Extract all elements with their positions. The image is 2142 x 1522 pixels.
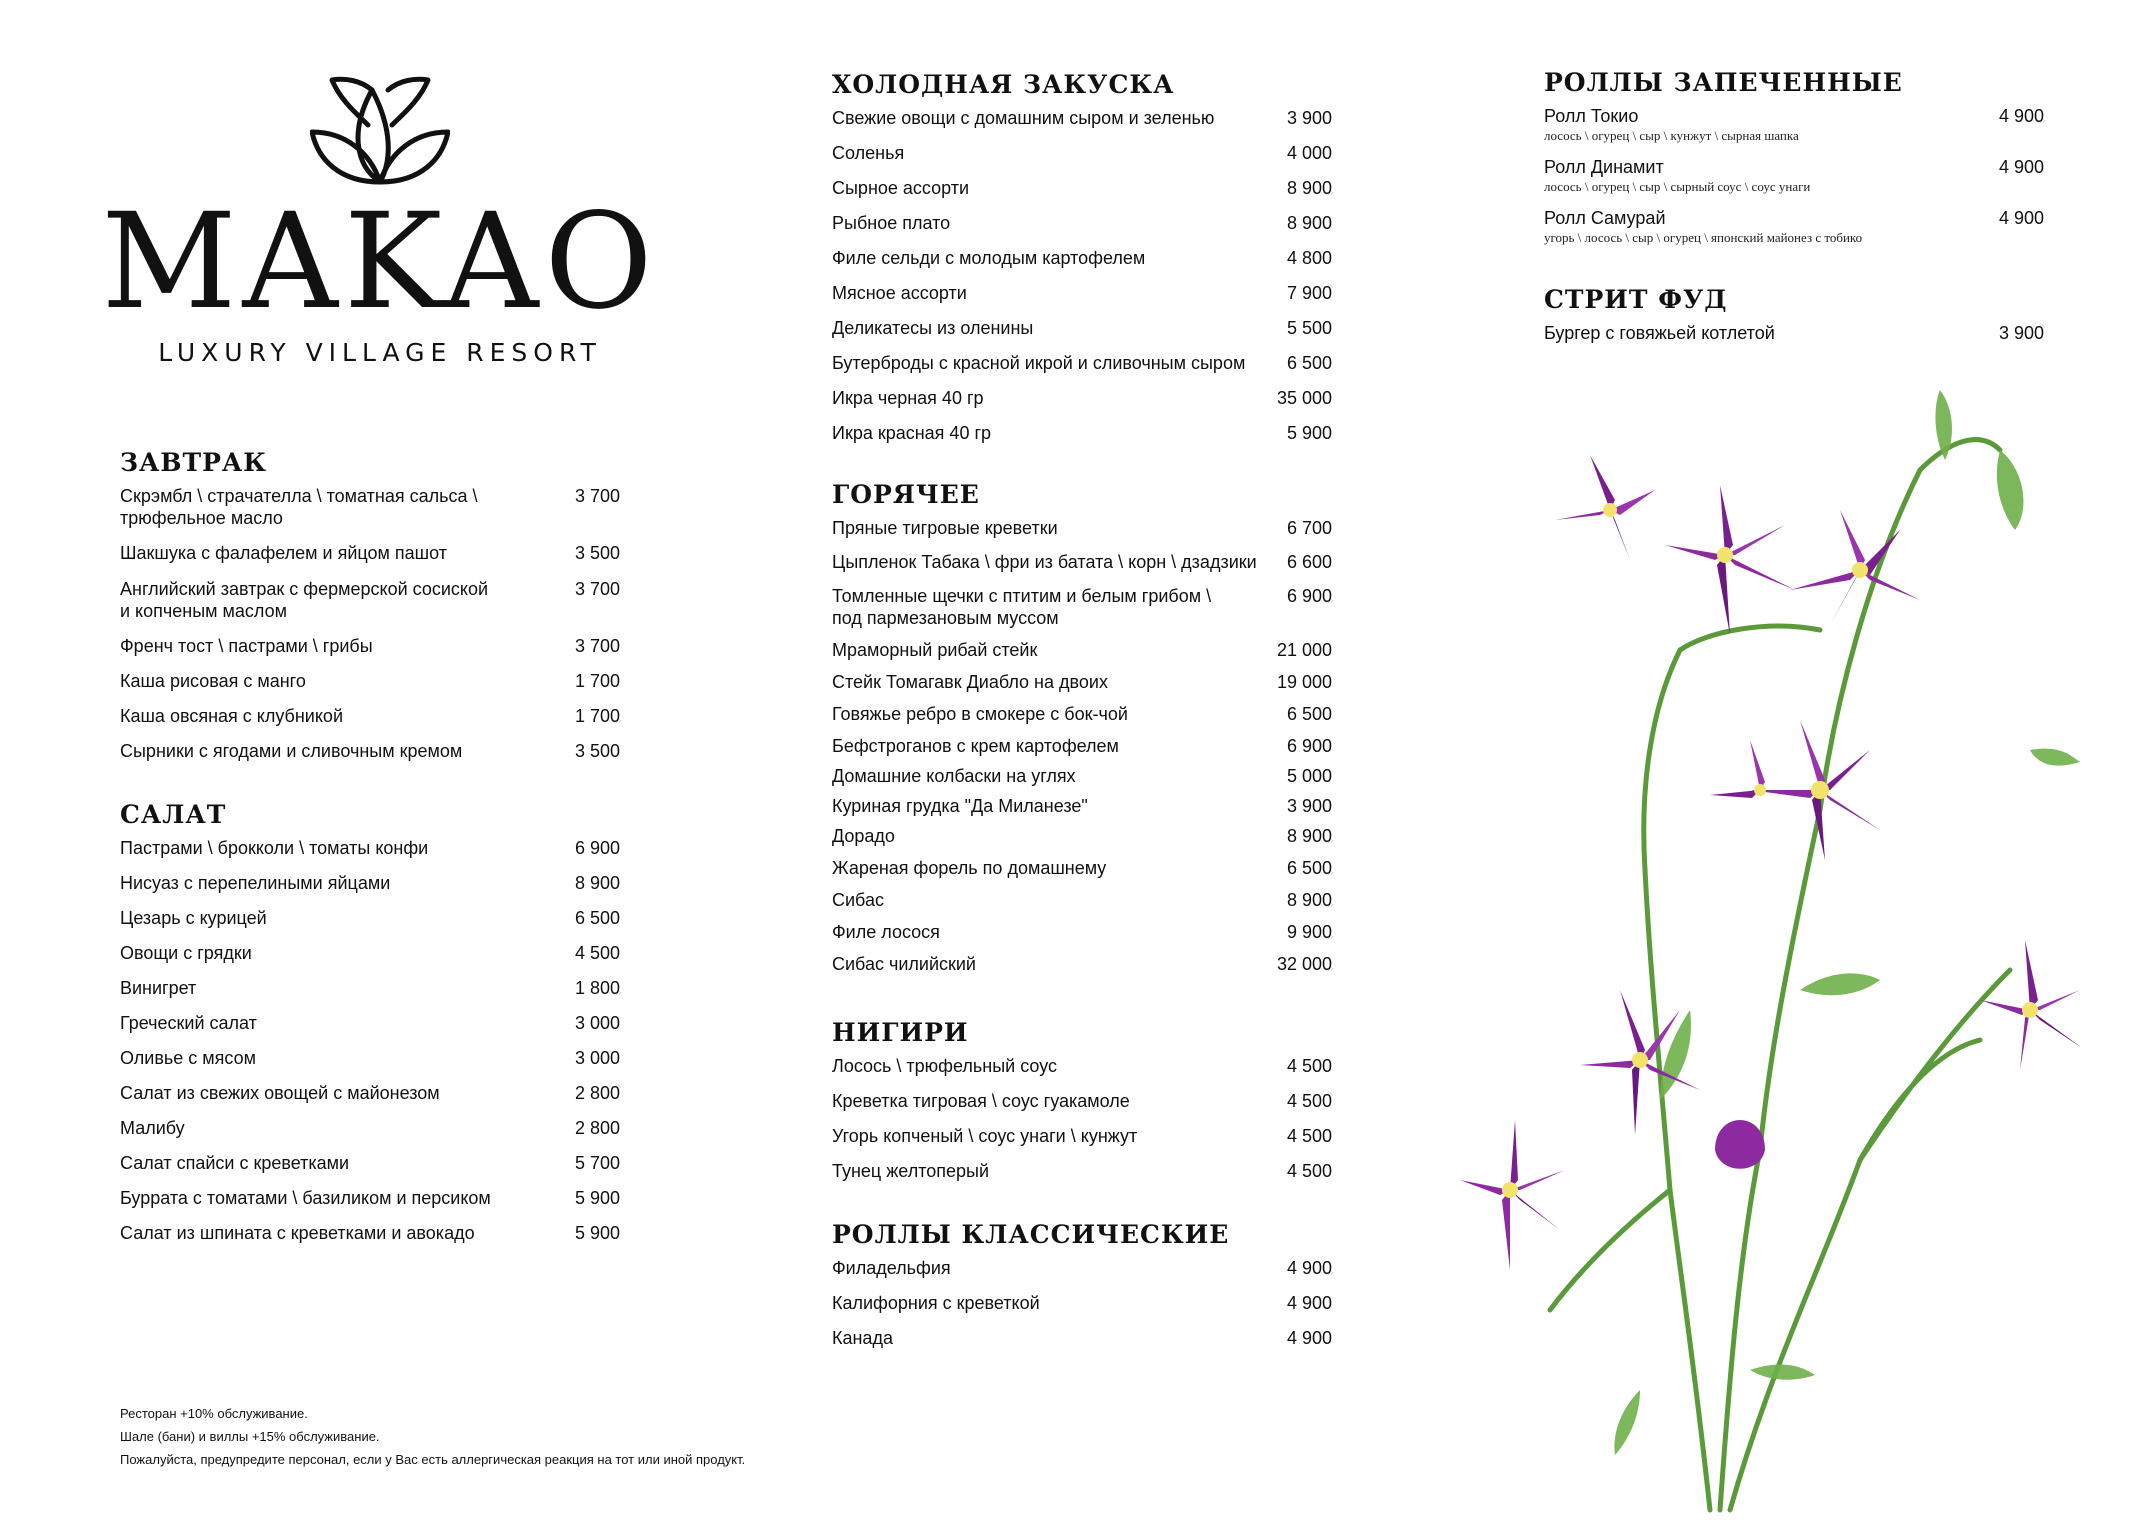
menu-item bbox=[120, 942, 620, 964]
item-name: Цезарь с курицей bbox=[120, 908, 267, 928]
item-name: Салат спайси с креветками bbox=[120, 1153, 350, 1173]
item-price: 5 000 bbox=[1286, 766, 1332, 786]
item-name: Сырное ассорти bbox=[832, 178, 970, 198]
menu-item bbox=[832, 1327, 1332, 1349]
item-price: 8 900 bbox=[1286, 890, 1332, 910]
menu-item bbox=[120, 542, 620, 564]
item-name: Дорадо bbox=[832, 826, 895, 846]
menu-item bbox=[832, 247, 1332, 269]
item-name: Лосось \ трюфельный соус bbox=[832, 1056, 1058, 1076]
item-price: 2 800 bbox=[574, 1118, 620, 1138]
item-description: лосось \ огурец \ сыр \ кунжут \ сырная шапка bbox=[1544, 128, 1799, 143]
item-price: 4 000 bbox=[1286, 143, 1332, 163]
item-price: 3 900 bbox=[1998, 323, 2044, 343]
item-name: Угорь копченый \ соус унаги \ кунжут bbox=[832, 1126, 1138, 1146]
item-name: Пряные тигровые креветки bbox=[832, 518, 1058, 538]
item-price: 21 000 bbox=[1276, 640, 1332, 660]
item-name: Каша овсяная с клубникой bbox=[120, 706, 343, 726]
menu-item bbox=[832, 735, 1332, 757]
note-line: Пожалуйста, предупредите персонал, если у Вас есть аллергическая реакция на тот или иной продукт. bbox=[120, 1452, 746, 1467]
menu-item bbox=[120, 705, 620, 727]
item-price: 3 500 bbox=[574, 741, 620, 761]
item-name: Домашние колбаски на углях bbox=[832, 766, 1076, 786]
item-price: 4 900 bbox=[1998, 157, 2044, 177]
item-price: 6 900 bbox=[1286, 586, 1332, 606]
item-price: 8 900 bbox=[574, 873, 620, 893]
section-hot bbox=[832, 480, 1332, 975]
item-description: угорь \ лосось \ сыр \ огурец \ японский майонез с тобико bbox=[1544, 230, 1863, 245]
item-description: лосось \ огурец \ сыр \ сырный соус \ соус унаги bbox=[1544, 179, 1811, 194]
menu-item bbox=[832, 177, 1332, 199]
item-price: 1 700 bbox=[574, 706, 620, 726]
menu-item bbox=[832, 1055, 1332, 1077]
menu-item bbox=[120, 578, 620, 622]
item-price: 1 800 bbox=[574, 978, 620, 998]
section-salad bbox=[120, 800, 620, 1244]
menu-item bbox=[1544, 207, 2044, 246]
menu-item bbox=[1544, 156, 2044, 195]
item-name: Куриная грудка "Да Миланезе" bbox=[832, 796, 1088, 816]
item-name: Английский завтрак с фермерской сосиской и копченым маслом bbox=[120, 579, 489, 621]
item-name: Мясное ассорти bbox=[832, 283, 967, 303]
menu-item bbox=[120, 907, 620, 929]
menu-item bbox=[832, 422, 1332, 444]
section-nigiri bbox=[832, 1018, 1332, 1182]
item-name: Сырники с ягодами и сливочным кремом bbox=[120, 741, 463, 761]
item-price: 4 900 bbox=[1286, 1328, 1332, 1348]
menu-item bbox=[832, 551, 1332, 573]
item-price: 3 900 bbox=[1286, 796, 1332, 816]
item-name: Сибас чилийский bbox=[832, 954, 976, 974]
item-price: 4 900 bbox=[1998, 208, 2044, 228]
item-price: 6 500 bbox=[1286, 704, 1332, 724]
item-price: 4 900 bbox=[1998, 106, 2044, 126]
item-name: Буррата с томатами \ базиликом и персиком bbox=[120, 1188, 491, 1208]
menu-item bbox=[832, 1160, 1332, 1182]
lotus-icon bbox=[310, 70, 450, 190]
section-title: ХОЛОДНАЯ ЗАКУСКА bbox=[832, 70, 1175, 99]
item-name: Икра черная 40 гр bbox=[832, 388, 984, 408]
item-name: Шакшука с фалафелем и яйцом пашот bbox=[120, 543, 447, 563]
menu-item bbox=[832, 921, 1332, 943]
item-name: Свежие овощи с домашним сыром и зеленью bbox=[832, 108, 1215, 128]
item-name: Бутерброды с красной икрой и сливочным сыром bbox=[832, 353, 1246, 373]
section-baked-rolls bbox=[1544, 68, 2044, 246]
menu-item bbox=[832, 765, 1332, 787]
menu-item bbox=[832, 352, 1332, 374]
item-price: 4 500 bbox=[1286, 1056, 1332, 1076]
menu-item bbox=[120, 872, 620, 894]
item-price: 35 000 bbox=[1276, 388, 1332, 408]
item-name: Винигрет bbox=[120, 978, 197, 998]
item-price: 7 900 bbox=[1286, 283, 1332, 303]
menu-item bbox=[832, 953, 1332, 975]
item-price: 6 700 bbox=[1286, 518, 1332, 538]
menu-item bbox=[832, 1292, 1332, 1314]
menu-item bbox=[832, 142, 1332, 164]
menu-item bbox=[120, 1152, 620, 1174]
item-name: Сибас bbox=[832, 890, 884, 910]
item-name: Рыбное плато bbox=[832, 213, 951, 233]
item-name: Говяжье ребро в смокере с бок-чой bbox=[832, 704, 1128, 724]
menu-item bbox=[120, 670, 620, 692]
item-name: Томленные щечки с птитим и белым грибом \ под пармезановым муссом bbox=[832, 586, 1212, 628]
section-title: РОЛЛЫ КЛАССИЧЕСКИЕ bbox=[832, 1220, 1230, 1249]
item-name: Бефстроганов с крем картофелем bbox=[832, 736, 1119, 756]
section-street-food bbox=[1544, 285, 2044, 344]
item-price: 4 900 bbox=[1286, 1258, 1332, 1278]
item-name: Филе сельди с молодым картофелем bbox=[832, 248, 1146, 268]
flower-illustration bbox=[1440, 370, 2080, 1520]
item-price: 4 500 bbox=[1286, 1161, 1332, 1181]
item-price: 19 000 bbox=[1276, 672, 1332, 692]
item-name: Деликатесы из оленины bbox=[832, 318, 1034, 338]
menu-item bbox=[832, 282, 1332, 304]
item-price: 4 500 bbox=[1286, 1091, 1332, 1111]
section-title: СТРИТ ФУД bbox=[1544, 285, 1728, 314]
menu-item bbox=[832, 795, 1332, 817]
menu-item bbox=[120, 1117, 620, 1139]
item-name: Стейк Томагавк Диабло на двоих bbox=[832, 672, 1108, 692]
note-line: Шале (бани) и виллы +15% обслуживание. bbox=[120, 1429, 380, 1444]
brand-tagline: LUXURY VILLAGE RESORT bbox=[158, 338, 602, 367]
menu-item bbox=[832, 639, 1332, 661]
item-price: 32 000 bbox=[1276, 954, 1332, 974]
menu-item bbox=[832, 1125, 1332, 1147]
section-cold-appetizer bbox=[832, 70, 1332, 444]
item-price: 5 900 bbox=[1286, 423, 1332, 443]
item-price: 3 700 bbox=[574, 486, 620, 506]
item-price: 3 700 bbox=[574, 579, 620, 599]
item-name: Калифорния с креветкой bbox=[832, 1293, 1040, 1313]
brand-logo bbox=[100, 70, 660, 367]
item-name: Ролл Самурай bbox=[1544, 208, 1666, 228]
item-price: 6 500 bbox=[1286, 353, 1332, 373]
item-name: Скрэмбл \ страчателла \ томатная сальса \ трюфельное масло bbox=[120, 486, 478, 528]
section-title: ГОРЯЧЕЕ bbox=[832, 480, 980, 509]
item-price: 5 700 bbox=[574, 1153, 620, 1173]
item-name: Соленья bbox=[832, 143, 905, 163]
item-name: Бургер с говяжьей котлетой bbox=[1544, 323, 1775, 343]
menu-item bbox=[120, 1187, 620, 1209]
menu-item bbox=[120, 485, 620, 529]
menu-item bbox=[832, 1090, 1332, 1112]
menu-item bbox=[832, 1257, 1332, 1279]
menu-item bbox=[120, 1222, 620, 1244]
menu-item bbox=[832, 517, 1332, 539]
item-name: Оливье с мясом bbox=[120, 1048, 257, 1068]
flower-blossoms bbox=[1460, 455, 2080, 1270]
item-name: Салат из шпината с креветками и авокадо bbox=[120, 1223, 475, 1243]
menu-item bbox=[120, 1082, 620, 1104]
item-price: 6 500 bbox=[574, 908, 620, 928]
item-price: 5 900 bbox=[574, 1223, 620, 1243]
item-price: 8 900 bbox=[1286, 178, 1332, 198]
item-name: Овощи с грядки bbox=[120, 943, 252, 963]
item-name: Каша рисовая с манго bbox=[120, 671, 306, 691]
item-name: Пастрами \ брокколи \ томаты конфи bbox=[120, 838, 429, 858]
section-title: ЗАВТРАК bbox=[120, 448, 268, 477]
item-name: Тунец желтоперый bbox=[832, 1161, 990, 1181]
item-name: Цыпленок Табака \ фри из батата \ корн \ дзадзики bbox=[832, 552, 1257, 572]
item-price: 4 900 bbox=[1286, 1293, 1332, 1313]
item-price: 9 900 bbox=[1286, 922, 1332, 942]
item-price: 3 700 bbox=[574, 636, 620, 656]
item-price: 3 000 bbox=[574, 1013, 620, 1033]
item-price: 6 500 bbox=[1286, 858, 1332, 878]
item-name: Филадельфия bbox=[832, 1258, 951, 1278]
menu-item bbox=[120, 1047, 620, 1069]
brand-name: MAKAO bbox=[101, 185, 659, 339]
item-name: Жареная форель по домашнему bbox=[832, 858, 1107, 878]
menu-item bbox=[832, 317, 1332, 339]
item-price: 6 900 bbox=[574, 838, 620, 858]
section-classic-rolls bbox=[832, 1220, 1332, 1349]
item-price: 4 500 bbox=[1286, 1126, 1332, 1146]
item-price: 3 500 bbox=[574, 543, 620, 563]
item-price: 2 800 bbox=[574, 1083, 620, 1103]
menu-item bbox=[832, 889, 1332, 911]
item-price: 8 900 bbox=[1286, 213, 1332, 233]
item-price: 4 500 bbox=[574, 943, 620, 963]
menu-item bbox=[832, 387, 1332, 409]
menu-item bbox=[832, 671, 1332, 693]
menu-item bbox=[1544, 322, 2044, 344]
menu-item bbox=[832, 825, 1332, 847]
section-title: НИГИРИ bbox=[832, 1018, 969, 1047]
menu-item bbox=[120, 837, 620, 859]
item-price: 5 900 bbox=[574, 1188, 620, 1208]
item-price: 6 900 bbox=[1286, 736, 1332, 756]
item-price: 3 000 bbox=[574, 1048, 620, 1068]
item-name: Малибу bbox=[120, 1118, 185, 1138]
menu-item bbox=[120, 1012, 620, 1034]
item-name: Икра красная 40 гр bbox=[832, 423, 992, 443]
menu-item bbox=[832, 212, 1332, 234]
item-name: Ролл Токио bbox=[1544, 106, 1639, 126]
item-price: 4 800 bbox=[1286, 248, 1332, 268]
menu-item bbox=[1544, 105, 2044, 144]
item-name: Ролл Динамит bbox=[1544, 157, 1664, 177]
item-price: 6 600 bbox=[1286, 552, 1332, 572]
item-name: Канада bbox=[832, 1328, 893, 1348]
item-name: Креветка тигровая \ соус гуакамоле bbox=[832, 1091, 1130, 1111]
menu-item bbox=[120, 977, 620, 999]
menu-item bbox=[120, 635, 620, 657]
section-title: САЛАТ bbox=[120, 800, 227, 829]
menu-item bbox=[832, 857, 1332, 879]
item-name: Нисуаз с перепелиными яйцами bbox=[120, 873, 391, 893]
item-name: Френч тост \ пастрами \ грибы bbox=[120, 636, 373, 656]
menu-item bbox=[832, 585, 1332, 629]
menu-item bbox=[832, 703, 1332, 725]
item-name: Мраморный рибай стейк bbox=[832, 640, 1038, 660]
item-name: Филе лосося bbox=[832, 922, 940, 942]
service-notes bbox=[120, 1402, 745, 1471]
item-price: 5 500 bbox=[1286, 318, 1332, 338]
note-line: Ресторан +10% обслуживание. bbox=[120, 1406, 308, 1421]
menu-item bbox=[832, 107, 1332, 129]
item-price: 8 900 bbox=[1286, 826, 1332, 846]
menu-item bbox=[120, 740, 620, 762]
section-title: РОЛЛЫ ЗАПЕЧЕННЫЕ bbox=[1544, 68, 1903, 97]
item-name: Салат из свежих овощей с майонезом bbox=[120, 1083, 440, 1103]
item-price: 3 900 bbox=[1286, 108, 1332, 128]
item-price: 1 700 bbox=[574, 671, 620, 691]
section-breakfast bbox=[120, 448, 620, 762]
item-name: Греческий салат bbox=[120, 1013, 257, 1033]
